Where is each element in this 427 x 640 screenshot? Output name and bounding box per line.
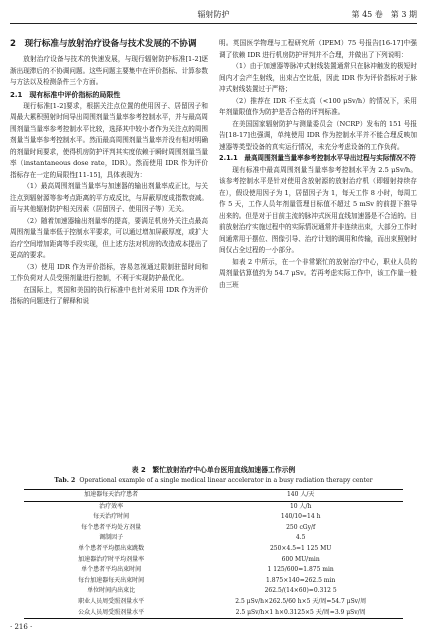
table-cell: 600 MU/min — [281, 555, 320, 563]
table-cell: 2.5 μSv/h×262.5/60 h×5 天/周=54.7 μSv/周 — [235, 597, 367, 605]
table-cell: 单位时间内出束比 — [87, 587, 136, 595]
subsubsection-title: 2.1.1 最高周围剂量当量率参考控制水平导出过程与实际情况不符 — [219, 154, 416, 162]
table-cell: 1 125/600=1.875 min — [267, 566, 334, 574]
table-row — [24, 533, 403, 544]
journal-name: 辐射防护 — [197, 10, 230, 19]
paragraph: 现行标准[1-2]要求，根据关注点位置的使用因子、居留因子和周最大累积照射时间导出周围剂量当量率参考控制水平，并与最高周围剂量当量率参考控制水平比较，选择其中较小者作为关注点的周围剂量当量率参考控制水平。然而最高周围剂量当量率并没有相对明确的剂量时间要求，使得机房防护评判其实度依赖于瞬时周围剂量当量率（instantaneous dose rate，IDR）。然而使用 IDR 作为评价指标存在一定的局限性[11-15]，具体表现为： — [10, 101, 208, 179]
table-cell: 262.5/(14×60)=0.312 5 — [264, 587, 337, 595]
table-row — [24, 555, 403, 566]
table-cell: 140/10=14 h — [280, 513, 321, 521]
subsection-title: 2.1 现有标准中评价指标的局限性 — [10, 90, 121, 99]
table-cell: 调制因子 — [99, 534, 124, 542]
section-title: 2 现行标准与放射治疗设备与技术发展的不协调 — [10, 39, 197, 49]
section-intro: 放射治疗设备与技术的快速发展，与现行辐射防护标准[1-2]逐渐出现滞后的不协调问题。这些问题主要集中在评价指标、计算参数与方法以及检测条件三个方面。 — [10, 55, 208, 86]
page-number: · 216 · — [10, 623, 33, 631]
right-column — [219, 38, 417, 291]
table-row — [24, 586, 403, 597]
left-column — [10, 38, 208, 308]
volume-issue: 第 45 卷 第 3 期 — [351, 10, 417, 19]
linac-operation-table — [24, 489, 403, 619]
table-caption-en-text: Operational example of a single medical linear accelerator in a busy radiation therapy center — [79, 477, 373, 484]
table-row — [24, 523, 403, 534]
table-row — [24, 501, 403, 512]
table-cell: 10 人/h — [289, 502, 312, 510]
table-cell: 每天治疗时间 — [93, 513, 130, 521]
paragraph: （1）最高周围剂量当量率与加速器的输出剂量率成正比，与关注点到辐射源等参考点距离的平方成反比，与屏蔽厚度成指数衰减。而与其他辐射防护相关因素（居留因子、使用因子等）无关。 — [10, 182, 208, 213]
paragraph: （1）由于加速器等脉冲式射线装置通常只在脉冲触发的极短时间内才会产生射线，出束占空比低，因此 IDR 作为评价指标对于脉冲式射线装置过于严格； — [219, 62, 417, 93]
table-cell: 250 cGy/f — [286, 523, 316, 531]
table-rule-row — [24, 490, 403, 502]
paragraph: （3）使用 IDR 作为评价指标，容易忽视通过限制驻留时间和工作负荷对人员受照剂量进行控制，不利于实现防护最优化。 — [10, 262, 208, 282]
table-cell: 每个患者平均处方剂量 — [81, 523, 142, 531]
table-cell: 加速器治疗时平均剂量率 — [78, 555, 145, 563]
table-cell: 单个患者平均出束时间 — [81, 566, 142, 574]
table-cell: 2.5 μSv/h×1 h×0.3125×5 天/周=3.9 μSv/周 — [235, 608, 366, 616]
table-row — [24, 565, 403, 576]
table-row — [24, 576, 403, 587]
table-row — [24, 597, 403, 608]
paragraph: （2）随着加速器输出剂量率的提高，要满足机房外关注点最高周围剂量当量率低于控制水平要求，可以通过增加屏蔽厚度，或扩大治疗空间增加距离等手段实现，但上述方法对机房的改造成本提出了更高的要求。 — [10, 216, 208, 259]
table-caption-en-label: Tab. 2 — [54, 477, 76, 484]
table-cell: 4.5 — [295, 534, 306, 542]
table-cell: 职业人员周受照剂量水平 — [78, 597, 145, 605]
table-cell: 治疗效率 — [99, 502, 124, 510]
table-cell: 250×4.5=1 125 MU — [269, 544, 332, 552]
paragraph: 在国际上，英国和美国的执行标准中也针对采用 IDR 作为评价指标的问题进行了解释和说 — [10, 285, 208, 305]
paragraph: 在美国国家辐射防护与测量委员会（NCRP）发布的 151 号报告[18-17]也强调，单纯使用 IDR 作为控制水平并不能合理反映加速器等类型设备的真实运行情况，未充分考虑设备的工作负荷。 — [219, 119, 417, 151]
table-cell: 每台加速器每天出束时间 — [78, 576, 145, 584]
table-cell: 单个患者平均摆出束跳数 — [78, 544, 145, 552]
table-cell: 公众人员周受照剂量水平 — [78, 608, 145, 616]
paragraph: 明。英国医学物理与工程研究所（IPEM）75 号报告[16-17]中强调了依赖 IDR 进行机房防护评判并不合理，并做出了下列说明： — [219, 39, 417, 59]
paragraph: 现有标准中最高周围剂量当量率参考控制水平为 2.5 μSv/h。该参考控制水平是针对使用含放射源的放射治疗机（即辐射持续存在），假设使用因子为 1，居留因子为 1，每天工作 8 小时，每周工作 5 天，工作人员年剂量管理目标值不超过 5 mSv 的前提下推导出来的。但是对于目前主流的脉冲式医用直线加速器是不合适的。目前放射治疗实施过程中的实际情况通常并非连续出束，大部分工作时间通常用于摆位、图像引导、治疗计划的调用和传输，而出束照射时间仅占全过程的一小部分。 — [219, 165, 417, 254]
table-caption-cn: 表 2 繁忙放射治疗中心单台医用直线加速器工作示例 — [131, 466, 296, 474]
table-row — [24, 544, 403, 555]
table-row — [24, 608, 403, 619]
paragraph: （2）推荐在 IDR 不至太高（<100 μSv/h）的情况下，采用年剂量限值作为防护是否合格的评判标准。 — [219, 96, 417, 116]
table-caption-en — [24, 476, 403, 486]
table-cell: 140 人/天 — [286, 491, 315, 498]
table-2 — [24, 465, 403, 619]
table-cell: 加速器每天治疗患者 — [84, 491, 139, 498]
running-header — [10, 6, 417, 24]
table-cell: 1.875×140=262.5 min — [266, 576, 336, 584]
paragraph: 如表 2 中所示，在一个非常繁忙的放射治疗中心，职业人员的周剂量估算值约为 54.7 μSv。若再考虑实际工作中，该工作量一般由三班 — [219, 257, 417, 289]
table-row — [24, 512, 403, 523]
